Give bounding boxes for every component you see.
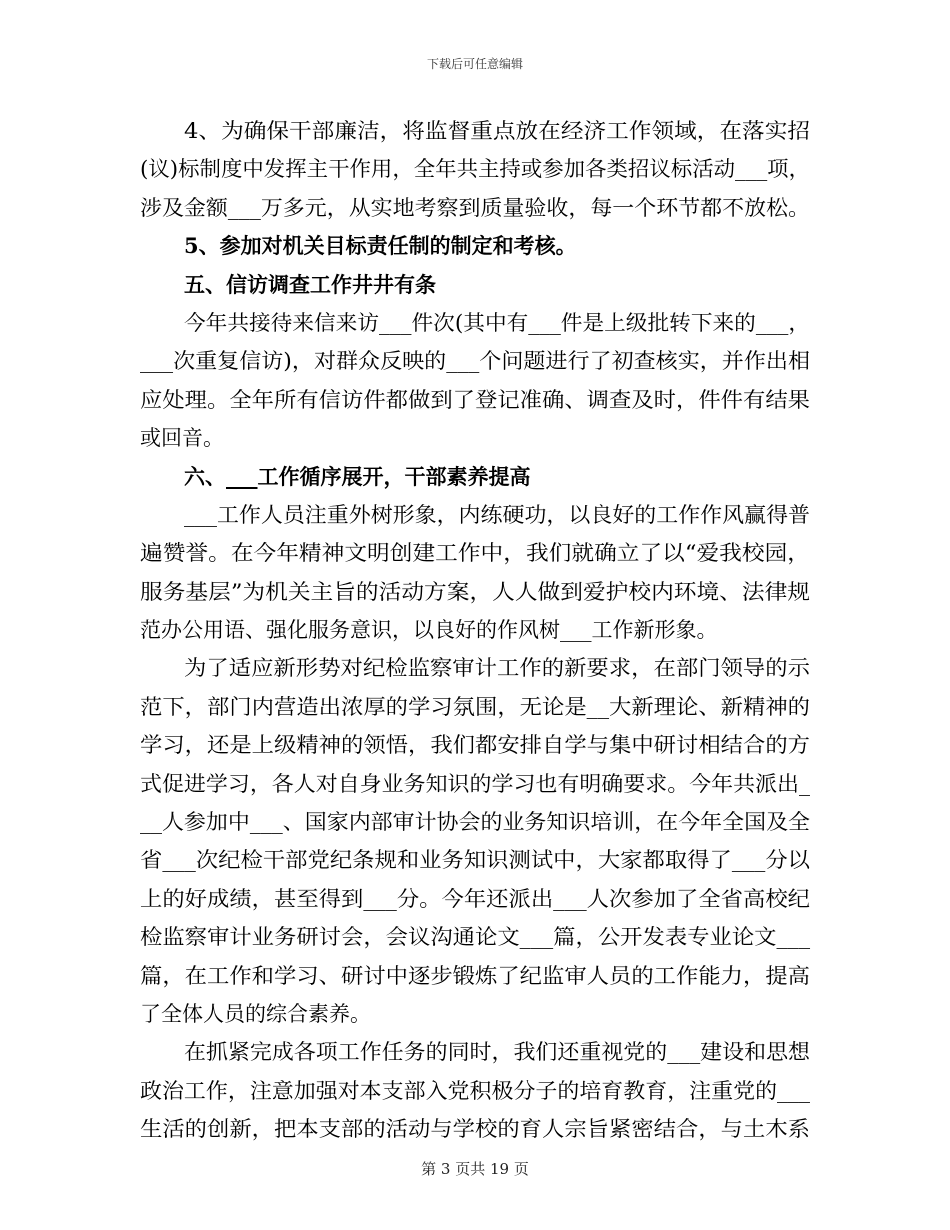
- line-text: 今年共接待来信来访___件次(其中有___件是上级批转下来的___，: [184, 310, 810, 335]
- body-text-line: [140, 534, 810, 572]
- line-text: ___次重复信访)，对群众反映的___个问题进行了初查核实，并作出相: [140, 349, 810, 374]
- body-text-line: [140, 304, 810, 342]
- body-text-line: [140, 150, 810, 188]
- line-text: 5、参加对机关目标责任制的制定和考核。: [184, 233, 577, 259]
- body-text-line: [140, 342, 810, 380]
- line-text: 篇，在工作和学习、研讨中逐步锻炼了纪监审人员的工作能力，提高: [140, 963, 810, 988]
- line-text: 遍赞誉。在今年精神文明创建工作中，我们就确立了以“爱我校园，: [140, 541, 810, 566]
- body-text-line: [140, 496, 810, 534]
- line-text: 五、信访调查工作井井有条: [184, 271, 436, 297]
- document-body: [140, 112, 810, 1149]
- line-text: __人参加中___、国家内部审计协会的业务知识培训，在今年全国及全: [140, 810, 811, 835]
- body-text-line: [140, 611, 810, 649]
- body-text-line: [140, 1110, 810, 1148]
- body-text-line: [140, 688, 810, 726]
- line-text: 检监察审计业务研讨会，会议沟通论文___篇，公开发表专业论文___: [140, 925, 810, 950]
- body-text-line: [140, 803, 810, 841]
- section-heading: [140, 458, 810, 496]
- body-text-line: [140, 1033, 810, 1071]
- body-text-line: [140, 957, 810, 995]
- body-text-line: [140, 841, 810, 879]
- line-text: 上的好成绩，甚至得到___分。今年还派出___人次参加了全省高校纪: [140, 886, 810, 911]
- line-text: 学习，还是上级精神的领悟，我们都安排自学与集中研讨相结合的方: [140, 733, 810, 758]
- body-text-line: [140, 1072, 810, 1110]
- line-text: 4、为确保干部廉洁，将监督重点放在经济工作领域，在落实招: [184, 119, 810, 143]
- line-text: 政治工作，注意加强对本支部入党积极分子的培育教育，注重党的___: [140, 1078, 811, 1103]
- body-text-line: [140, 918, 810, 956]
- line-text: 范办公用语、强化服务意识，以良好的作风树___工作新形象。: [140, 618, 718, 643]
- line-text: 或回音。: [140, 426, 224, 451]
- section-heading: [140, 266, 810, 304]
- body-text-line: [140, 765, 810, 803]
- line-text: 涉及金额___万多元，从实地考察到质量验收，每一个环节都不放松。: [140, 195, 811, 220]
- body-text-line: [140, 189, 810, 227]
- page-header: 下载后可任意编辑: [426, 57, 523, 71]
- body-text-line: [140, 419, 810, 457]
- body-text-line: [140, 381, 810, 419]
- section-heading: [140, 227, 810, 265]
- body-text-line: [140, 649, 810, 687]
- line-text: 省___次纪检干部党纪条规和业务知识测试中，大家都取得了___分以: [140, 848, 810, 873]
- page-footer: 第 3 页共 19 页: [421, 1160, 529, 1178]
- line-text: 范下，部门内营造出浓厚的学习氛围，无论是__大新理论、新精神的: [140, 694, 810, 719]
- line-text: 生活的创新，把本支部的活动与学校的育人宗旨紧密结合，与土木系: [140, 1117, 810, 1142]
- line-text: 式促进学习，各人对自身业务知识的学习也有明确要求。今年共派出_: [140, 771, 811, 796]
- body-text-line: [140, 726, 810, 764]
- line-text: 六、___工作循序展开，干部素养提高: [184, 463, 531, 489]
- line-text: 服务基层”为机关主旨的活动方案，人人做到爱护校内环境、法律规: [140, 579, 810, 604]
- line-text: ___工作人员注重外树形象，内练硬功，以良好的工作作风赢得普: [184, 502, 810, 527]
- line-text: 在抓紧完成各项工作任务的同时，我们还重视党的___建设和思想: [184, 1040, 810, 1065]
- body-text-line: [140, 880, 810, 918]
- line-text: (议)标制度中发挥主干作用，全年共主持或参加各类招议标活动___项，: [140, 157, 810, 182]
- body-text-line: [140, 995, 810, 1033]
- line-text: 了全体人员的综合素养。: [140, 1001, 371, 1026]
- body-text-line: [140, 112, 810, 150]
- body-text-line: [140, 573, 810, 611]
- line-text: 为了适应新形势对纪检监察审计工作的新要求，在部门领导的示: [184, 656, 810, 681]
- line-text: 应处理。全年所有信访件都做到了登记准确、调查及时，件件有结果: [140, 387, 810, 412]
